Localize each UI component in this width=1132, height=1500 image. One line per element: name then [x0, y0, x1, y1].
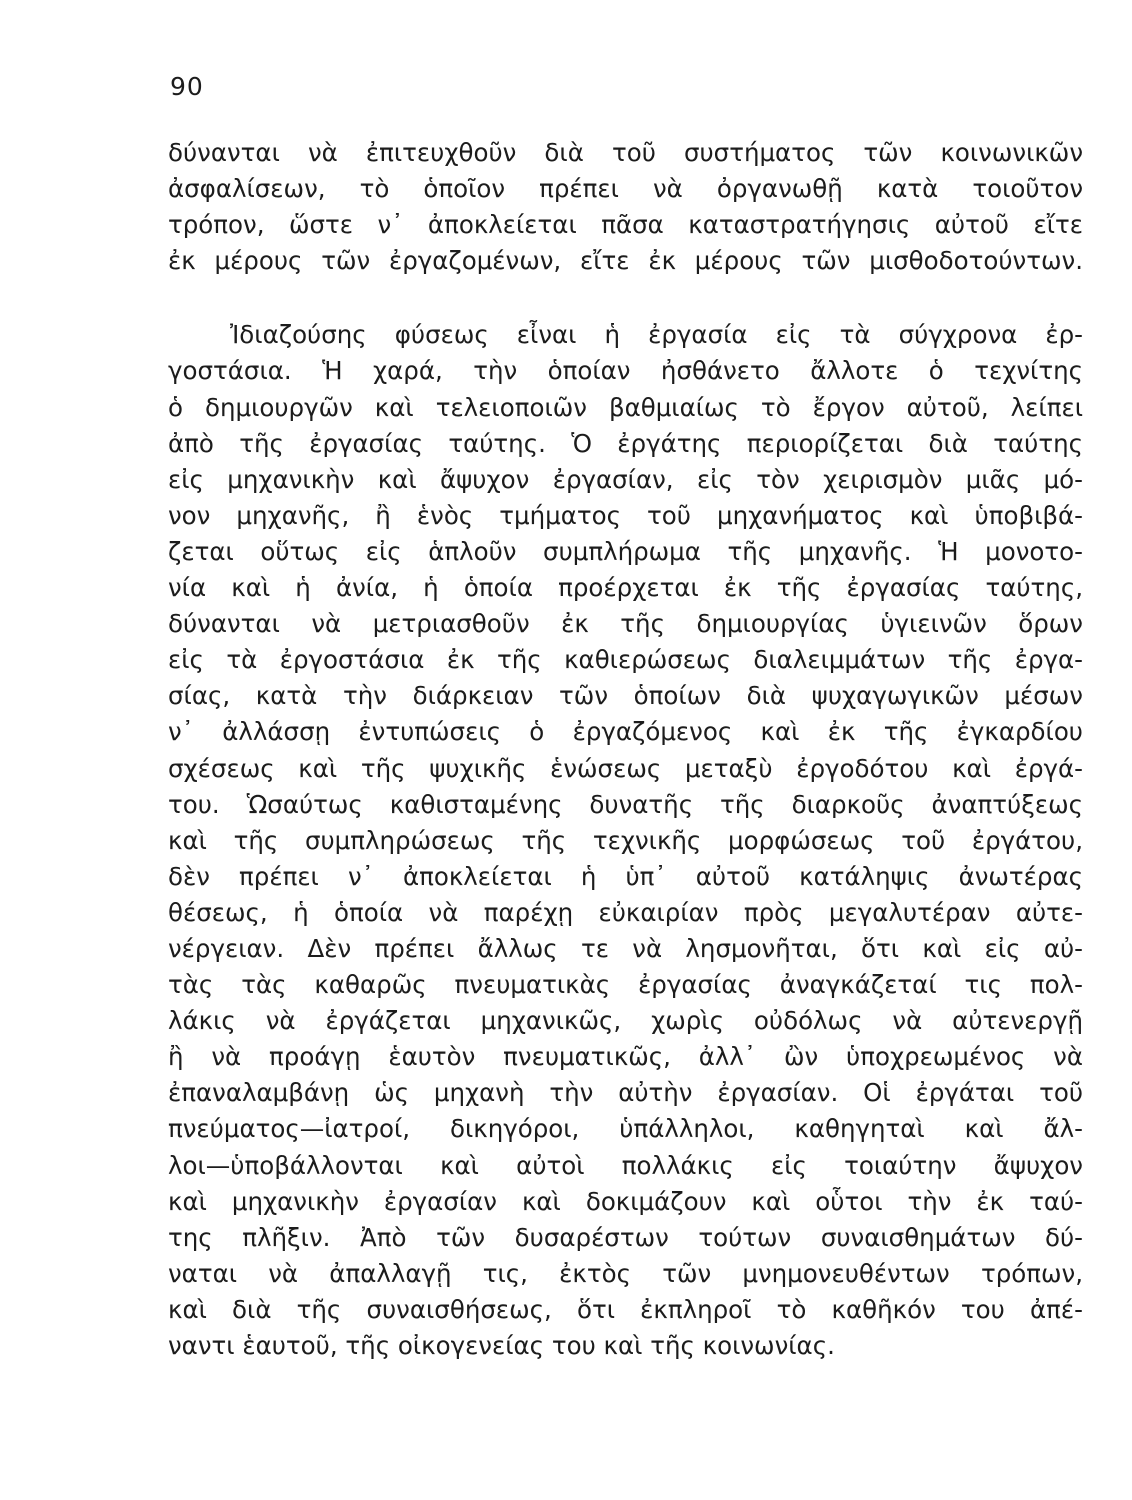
text-line: του. Ὡσαύτως καθισταμένης δυνατῆς τῆς διαρκοῦς ἀναπτύξεως — [168, 789, 1083, 819]
body-text — [168, 135, 1083, 1364]
page-number: 90 — [170, 72, 204, 101]
paragraph-2 — [168, 317, 1083, 1364]
text-line: καὶ τῆς συμπληρώσεως τῆς τεχνικῆς μορφώσεως τοῦ ἐργάτου, — [168, 825, 1083, 855]
text-line: ναντι ἑαυτοῦ, τῆς οἰκογενείας του καὶ τῆς κοινωνίας. — [168, 1331, 835, 1360]
text-line: λάκις νὰ ἐργάζεται μηχανικῶς, χωρὶς οὐδόλως νὰ αὐτενεργῇ — [168, 1006, 1083, 1036]
text-line: εἰς μηχανικὴν καὶ ἄψυχον ἐργασίαν, εἰς τὸν χειρισμὸν μιᾶς μό- — [168, 464, 1083, 494]
text-line: ν᾽ ἀλλάσσῃ ἐντυπώσεις ὁ ἐργαζόμενος καὶ ἐκ τῆς ἐγκαρδίου — [168, 717, 1083, 747]
text-line: εἰς τὰ ἐργοστάσια ἐκ τῆς καθιερώσεως διαλειμμάτων τῆς ἐργα- — [168, 645, 1083, 675]
text-line: νον μηχανῆς, ἢ ἑνὸς τμήματος τοῦ μηχανήματος καὶ ὑποβιβά- — [168, 500, 1083, 530]
text-line: καὶ διὰ τῆς συναισθήσεως, ὅτι ἐκπληροῖ τὸ καθῆκόν του ἀπέ- — [168, 1294, 1083, 1324]
text-line: ἀσφαλίσεων, τὸ ὁποῖον πρέπει νὰ ὀργανωθῇ κατὰ τοιοῦτον — [168, 174, 1083, 204]
text-line: της πλῆξιν. Ἀπὸ τῶν δυσαρέστων τούτων συναισθημάτων δύ- — [168, 1222, 1083, 1252]
text-line: τὰς τὰς καθαρῶς πνευματικὰς ἐργασίας ἀναγκάζεταί τις πολ- — [168, 970, 1083, 1000]
text-line: δὲν πρέπει ν᾽ ἀποκλείεται ἡ ὑπ᾽ αὐτοῦ κατάληψις ἀνωτέρας — [168, 861, 1083, 891]
text-line: ἐπαναλαμβάνῃ ὡς μηχανὴ τὴν αὐτὴν ἐργασίαν. Οἱ ἐργάται τοῦ — [168, 1078, 1083, 1108]
text-line: Ἰδιαζούσης φύσεως εἶναι ἡ ἐργασία εἰς τὰ σύγχρονα ἐρ- — [230, 320, 1083, 350]
text-line: γοστάσια. Ἡ χαρά, τὴν ὁποίαν ἠσθάνετο ἄλλοτε ὁ τεχνίτης — [168, 356, 1083, 386]
text-line: θέσεως, ἡ ὁποία νὰ παρέχῃ εὐκαιρίαν πρὸς μεγαλυτέραν αὐτε- — [168, 897, 1083, 927]
text-line: σίας, κατὰ τὴν διάρκειαν τῶν ὁποίων διὰ ψυχαγωγικῶν μέσων — [168, 681, 1083, 711]
text-line: τρόπον, ὥστε ν᾽ ἀποκλείεται πᾶσα καταστρατήγησις αὐτοῦ εἴτε — [168, 210, 1083, 240]
text-line: δύνανται νὰ μετριασθοῦν ἐκ τῆς δημιουργίας ὑγιεινῶν ὅρων — [168, 609, 1083, 639]
text-line: ὁ δημιουργῶν καὶ τελειοποιῶν βαθμιαίως τὸ ἔργον αὐτοῦ, λείπει — [168, 392, 1083, 422]
text-line: ἢ νὰ προάγῃ ἑαυτὸν πνευματικῶς, ἀλλ᾽ ὢν ὑποχρεωμένος νὰ — [168, 1042, 1083, 1072]
text-line: νία καὶ ἡ ἀνία, ἡ ὁποία προέρχεται ἐκ τῆς ἐργασίας ταύτης, — [168, 573, 1083, 603]
text-line: ζεται οὕτως εἰς ἁπλοῦν συμπλήρωμα τῆς μηχανῆς. Ἡ μονοτο- — [168, 536, 1083, 566]
text-line: σχέσεως καὶ τῆς ψυχικῆς ἑνώσεως μεταξὺ ἐργοδότου καὶ ἐργά- — [168, 753, 1083, 783]
text-line: ναται νὰ ἀπαλλαγῇ τις, ἐκτὸς τῶν μνημονευθέντων τρόπων, — [168, 1258, 1083, 1288]
paragraph-1 — [168, 135, 1083, 279]
text-line: καὶ μηχανικὴν ἐργασίαν καὶ δοκιμάζουν καὶ οὗτοι τὴν ἐκ ταύ- — [168, 1186, 1083, 1216]
paragraph-gap — [168, 279, 1083, 317]
text-line: πνεύματος—ἰατροί, δικηγόροι, ὑπάλληλοι, καθηγηταὶ καὶ ἄλ- — [168, 1114, 1083, 1144]
text-line: ἐκ μέρους τῶν ἐργαζομένων, εἴτε ἐκ μέρους τῶν μισθοδοτούντων. — [168, 246, 1083, 276]
text-line: δύνανται νὰ ἐπιτευχθοῦν διὰ τοῦ συστήματος τῶν κοινωνικῶν — [168, 138, 1083, 167]
text-line: ἀπὸ τῆς ἐργασίας ταύτης. Ὁ ἐργάτης περιορίζεται διὰ ταύτης — [168, 428, 1083, 458]
text-line: λοι—ὑποβάλλονται καὶ αὐτοὶ πολλάκις εἰς τοιαύτην ἄψυχον — [168, 1150, 1083, 1180]
text-line: νέργειαν. Δὲν πρέπει ἄλλως τε νὰ λησμονῆται, ὅτι καὶ εἰς αὐ- — [168, 933, 1083, 963]
